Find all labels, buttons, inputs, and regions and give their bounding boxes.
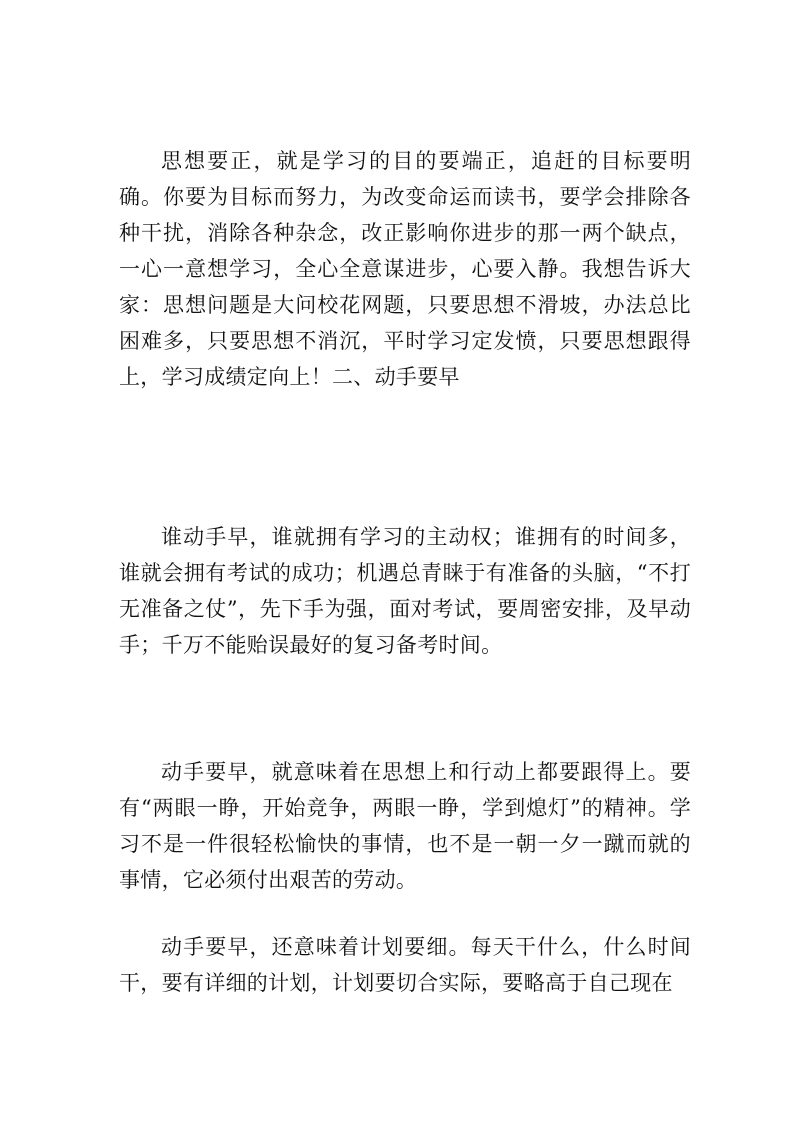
paragraph-start-early-action: 动手要早，就意味着在思想上和行动上都要跟得上。要有“两眼一睁，开始竞争，两眼一睁，学到熄灯”的精神。学习不是一件很轻松愉快的事情，也不是一朝一夕一蹴而就的事情，它必须付出艰苦的劳动。: [119, 760, 691, 892]
paragraph-thinking-correct: 思想要正，就是学习的目的要端正，追赶的目标要明确。你要为目标而努力，为改变命运而读书，要学会排除各种干扰，消除各种杂念，改正影响你进步的那一两个缺点，一心一意想学习，全心全意谋进步，心要入静。我想告诉大家：思想问题是大问校花网题，只要思想不滑坡，办法总比困难多，只要思想不消沉，平时学习定发愤，只要思想跟得上，学习成绩定向上！二、动手要早: [119, 149, 691, 389]
paragraph-start-early: 谁动手早，谁就拥有学习的主动权；谁拥有的时间多，谁就会拥有考试的成功；机遇总青睐于有准备的头脑，“不打无准备之仗”，先下手为强，面对考试，要周密安排，及早动手；千万不能贻误最好的复习备考时间。: [119, 525, 691, 657]
paragraph-start-early-plan: 动手要早，还意味着计划要细。每天干什么，什么时间干，要有详细的计划，计划要切合实际，要略高于自己现在: [119, 935, 691, 995]
